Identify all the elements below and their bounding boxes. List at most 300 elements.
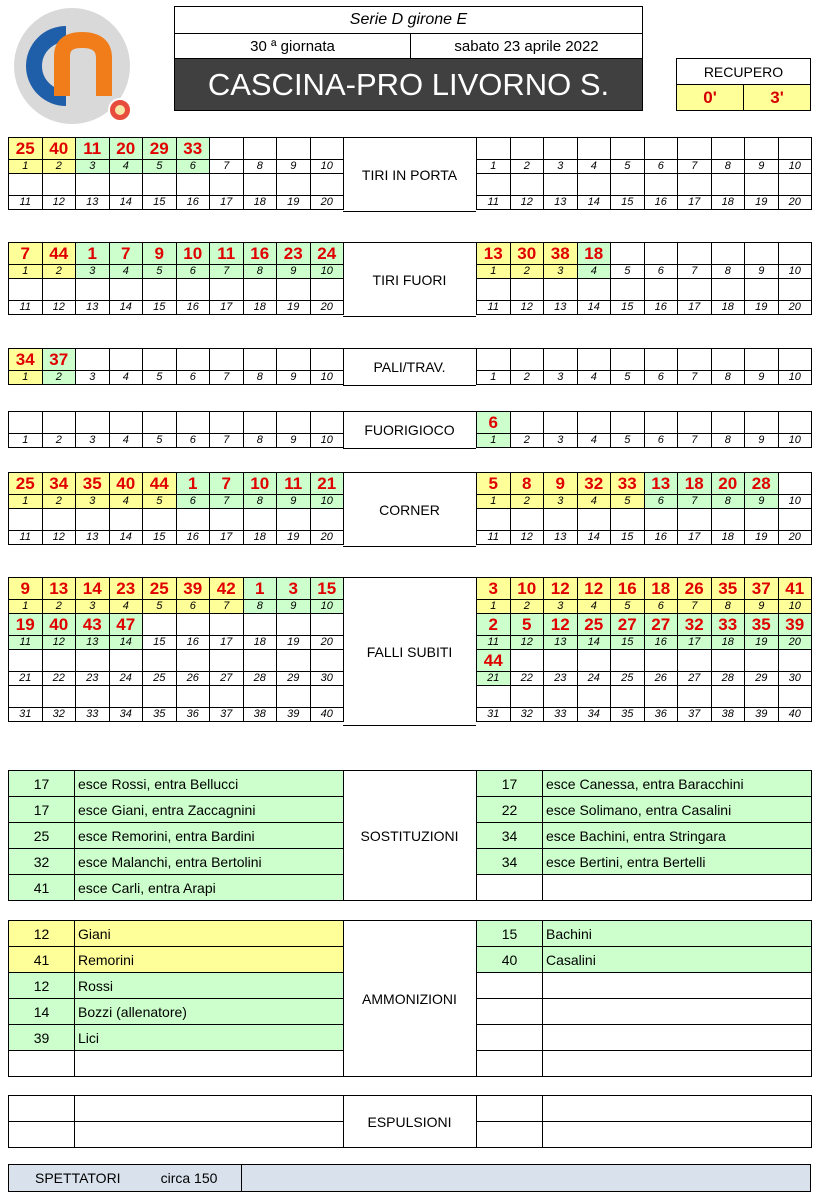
event-minute: 27 xyxy=(645,614,679,636)
event-index: 19 xyxy=(277,301,311,315)
event-minute xyxy=(177,614,211,636)
event-text xyxy=(75,1096,344,1122)
event-index: 1 xyxy=(477,495,511,509)
event-index: 13 xyxy=(544,301,578,315)
event-index: 20 xyxy=(779,636,813,650)
event-index: 13 xyxy=(76,531,110,545)
event-minute xyxy=(9,1051,75,1077)
event-minute xyxy=(43,412,77,434)
event-index: 6 xyxy=(645,495,679,509)
event-index: 30 xyxy=(311,672,345,686)
event-text xyxy=(543,1025,812,1051)
event-index: 7 xyxy=(678,600,712,614)
event-minute xyxy=(645,349,679,371)
event-minute: 20 xyxy=(712,473,746,495)
substitutions-away-list xyxy=(476,770,812,901)
bookings-away-list xyxy=(476,920,812,1077)
event-minute: 13 xyxy=(477,243,511,265)
away-grid xyxy=(476,137,812,210)
spectators-label: SPETTATORI xyxy=(35,1170,121,1186)
event-index: 16 xyxy=(177,636,211,650)
event-index: 2 xyxy=(511,600,545,614)
event-minute xyxy=(477,138,511,160)
event-minute: 21 xyxy=(311,473,345,495)
event-minute xyxy=(544,686,578,708)
event-index: 10 xyxy=(311,434,345,448)
event-index: 9 xyxy=(277,600,311,614)
event-minute: 35 xyxy=(712,578,746,600)
event-minute: 12 xyxy=(544,614,578,636)
event-index: 19 xyxy=(745,636,779,650)
event-text xyxy=(543,1051,812,1077)
event-minute: 34 xyxy=(43,473,77,495)
event-minute xyxy=(645,243,679,265)
event-index: 19 xyxy=(745,301,779,315)
event-index: 18 xyxy=(712,531,746,545)
event-minute xyxy=(678,243,712,265)
event-index: 2 xyxy=(43,265,77,279)
event-minute: 25 xyxy=(9,138,43,160)
event-index: 4 xyxy=(110,265,144,279)
event-minute xyxy=(9,1096,75,1122)
event-text: esce Remorini, entra Bardini xyxy=(75,823,344,849)
event-index: 40 xyxy=(311,708,345,722)
event-index: 31 xyxy=(477,708,511,722)
event-minute: 41 xyxy=(9,875,75,901)
event-index: 1 xyxy=(477,265,511,279)
event-minute: 35 xyxy=(76,473,110,495)
event-minute xyxy=(611,650,645,672)
event-minute: 8 xyxy=(511,473,545,495)
event-minute: 3 xyxy=(277,578,311,600)
event-minute xyxy=(76,279,110,301)
event-minute: 3 xyxy=(477,578,511,600)
stat-label: PALI/TRAV. xyxy=(343,348,476,386)
event-index: 23 xyxy=(76,672,110,686)
event-text: Remorini xyxy=(75,947,344,973)
event-text: esce Giani, entra Zaccagnini xyxy=(75,797,344,823)
event-minute: 44 xyxy=(477,650,511,672)
event-index: 34 xyxy=(110,708,144,722)
event-index: 12 xyxy=(43,636,77,650)
event-minute: 26 xyxy=(678,578,712,600)
event-index: 10 xyxy=(311,600,345,614)
event-minute xyxy=(544,138,578,160)
event-minute xyxy=(177,650,211,672)
home-grid xyxy=(8,242,344,315)
event-minute xyxy=(611,509,645,531)
event-minute xyxy=(779,279,813,301)
event-minute: 40 xyxy=(43,614,77,636)
event-index: 2 xyxy=(43,160,77,174)
event-minute xyxy=(210,650,244,672)
event-minute: 10 xyxy=(177,243,211,265)
event-minute: 27 xyxy=(611,614,645,636)
event-minute xyxy=(177,279,211,301)
event-minute xyxy=(277,509,311,531)
event-index: 15 xyxy=(611,196,645,210)
event-index: 6 xyxy=(177,600,211,614)
event-minute xyxy=(578,279,612,301)
event-index: 19 xyxy=(277,636,311,650)
event-text: esce Solimano, entra Casalini xyxy=(543,797,812,823)
event-minute: 19 xyxy=(9,614,43,636)
event-index: 2 xyxy=(511,434,545,448)
event-index: 17 xyxy=(210,531,244,545)
event-index: 2 xyxy=(511,495,545,509)
home-grid xyxy=(8,472,344,545)
event-minute xyxy=(244,509,278,531)
event-index: 10 xyxy=(779,600,813,614)
event-minute xyxy=(578,509,612,531)
event-minute xyxy=(712,279,746,301)
event-index: 5 xyxy=(143,495,177,509)
list-item xyxy=(9,875,344,901)
event-index: 8 xyxy=(712,600,746,614)
event-minute xyxy=(712,412,746,434)
event-minute xyxy=(311,686,345,708)
list-item xyxy=(477,849,812,875)
event-minute xyxy=(678,412,712,434)
event-index: 1 xyxy=(9,160,43,174)
event-minute: 1 xyxy=(76,243,110,265)
event-index: 5 xyxy=(143,371,177,385)
list-item xyxy=(477,1122,812,1148)
event-minute: 30 xyxy=(511,243,545,265)
event-text xyxy=(543,1122,812,1148)
event-text: esce Bertini, entra Bertelli xyxy=(543,849,812,875)
event-index: 2 xyxy=(511,265,545,279)
event-index: 24 xyxy=(578,672,612,686)
event-index: 19 xyxy=(745,196,779,210)
event-minute xyxy=(678,349,712,371)
event-index: 7 xyxy=(210,371,244,385)
event-minute: 33 xyxy=(712,614,746,636)
event-minute: 41 xyxy=(779,578,813,600)
spectators-value: circa 150 xyxy=(160,1170,218,1186)
event-minute: 7 xyxy=(110,243,144,265)
event-minute xyxy=(311,138,345,160)
event-index: 7 xyxy=(678,265,712,279)
event-text xyxy=(543,973,812,999)
list-item xyxy=(477,947,812,973)
event-index: 18 xyxy=(244,196,278,210)
event-minute xyxy=(477,1051,543,1077)
event-index: 39 xyxy=(277,708,311,722)
event-index: 9 xyxy=(277,265,311,279)
event-text xyxy=(75,1051,344,1077)
event-minute xyxy=(779,243,813,265)
event-index: 17 xyxy=(210,636,244,650)
event-index: 9 xyxy=(277,495,311,509)
event-index: 3 xyxy=(544,600,578,614)
event-index: 26 xyxy=(645,672,679,686)
event-index: 1 xyxy=(477,600,511,614)
event-index: 1 xyxy=(477,371,511,385)
event-index: 13 xyxy=(76,196,110,210)
event-index: 37 xyxy=(678,708,712,722)
event-index: 15 xyxy=(611,531,645,545)
match-date: sabato 23 aprile 2022 xyxy=(410,33,643,59)
event-index: 3 xyxy=(76,495,110,509)
event-minute xyxy=(110,349,144,371)
event-index: 3 xyxy=(76,600,110,614)
event-index: 5 xyxy=(611,434,645,448)
event-minute xyxy=(244,138,278,160)
event-minute xyxy=(511,509,545,531)
event-index: 8 xyxy=(244,371,278,385)
event-minute xyxy=(678,279,712,301)
event-index: 30 xyxy=(779,672,813,686)
event-minute xyxy=(143,279,177,301)
event-index: 31 xyxy=(9,708,43,722)
event-minute xyxy=(578,174,612,196)
event-index: 1 xyxy=(9,495,43,509)
event-minute xyxy=(578,138,612,160)
event-index: 7 xyxy=(678,371,712,385)
event-minute xyxy=(9,650,43,672)
event-minute: 34 xyxy=(477,849,543,875)
event-text xyxy=(543,1096,812,1122)
event-index: 18 xyxy=(712,636,746,650)
event-minute xyxy=(477,1122,543,1148)
event-minute: 14 xyxy=(9,999,75,1025)
event-minute xyxy=(210,614,244,636)
event-minute: 42 xyxy=(210,578,244,600)
event-index: 10 xyxy=(779,265,813,279)
event-minute: 39 xyxy=(779,614,813,636)
event-index: 14 xyxy=(578,301,612,315)
event-minute xyxy=(745,138,779,160)
event-minute xyxy=(678,174,712,196)
event-text: Bozzi (allenatore) xyxy=(75,999,344,1025)
event-minute: 22 xyxy=(477,797,543,823)
event-minute: 43 xyxy=(76,614,110,636)
event-index: 6 xyxy=(177,160,211,174)
event-index: 7 xyxy=(210,160,244,174)
away-grid xyxy=(476,472,812,545)
event-index: 34 xyxy=(578,708,612,722)
event-minute xyxy=(477,875,543,901)
event-minute: 12 xyxy=(9,921,75,947)
event-minute xyxy=(244,279,278,301)
event-minute xyxy=(511,412,545,434)
event-text: esce Carli, entra Arapi xyxy=(75,875,344,901)
event-text: Casalini xyxy=(543,947,812,973)
event-minute: 10 xyxy=(511,578,545,600)
event-minute: 9 xyxy=(544,473,578,495)
event-minute xyxy=(43,686,77,708)
event-minute xyxy=(110,174,144,196)
event-minute: 14 xyxy=(76,578,110,600)
event-minute xyxy=(43,174,77,196)
event-index: 17 xyxy=(210,196,244,210)
bookings-home-list xyxy=(8,920,344,1077)
event-index: 8 xyxy=(712,434,746,448)
event-minute xyxy=(578,349,612,371)
event-minute: 37 xyxy=(43,349,77,371)
event-index: 6 xyxy=(645,160,679,174)
event-index: 17 xyxy=(678,636,712,650)
event-minute: 13 xyxy=(645,473,679,495)
event-minute xyxy=(745,509,779,531)
event-index: 7 xyxy=(210,434,244,448)
event-index: 14 xyxy=(578,531,612,545)
match-title: CASCINA-PRO LIVORNO S. xyxy=(174,58,643,111)
event-minute xyxy=(143,509,177,531)
away-grid xyxy=(476,348,812,385)
event-index: 13 xyxy=(544,196,578,210)
list-item xyxy=(9,1096,344,1122)
event-index: 16 xyxy=(645,636,679,650)
event-minute xyxy=(210,509,244,531)
event-minute xyxy=(477,509,511,531)
list-item xyxy=(9,999,344,1025)
list-item xyxy=(9,771,344,797)
event-index: 19 xyxy=(277,531,311,545)
event-minute: 18 xyxy=(578,243,612,265)
event-minute xyxy=(110,279,144,301)
event-minute: 12 xyxy=(544,578,578,600)
event-index: 9 xyxy=(745,371,779,385)
spectators-bar xyxy=(8,1164,811,1192)
event-minute xyxy=(311,650,345,672)
event-minute: 15 xyxy=(477,921,543,947)
event-index: 32 xyxy=(43,708,77,722)
event-index: 17 xyxy=(678,301,712,315)
event-index: 37 xyxy=(210,708,244,722)
event-minute xyxy=(712,509,746,531)
event-minute xyxy=(177,174,211,196)
event-index: 38 xyxy=(712,708,746,722)
event-minute xyxy=(311,614,345,636)
event-index: 14 xyxy=(110,196,144,210)
event-minute xyxy=(9,1122,75,1148)
event-index: 20 xyxy=(779,196,813,210)
event-index: 2 xyxy=(43,600,77,614)
event-index: 8 xyxy=(244,434,278,448)
event-index: 6 xyxy=(645,265,679,279)
event-minute xyxy=(177,686,211,708)
event-index: 6 xyxy=(177,495,211,509)
series-title: Serie D girone E xyxy=(174,6,643,34)
event-minute: 7 xyxy=(9,243,43,265)
event-index: 14 xyxy=(110,531,144,545)
event-index: 8 xyxy=(244,600,278,614)
event-index: 10 xyxy=(779,160,813,174)
event-index: 15 xyxy=(611,636,645,650)
event-minute: 44 xyxy=(43,243,77,265)
event-index: 13 xyxy=(544,636,578,650)
stat-label: FALLI SUBITI xyxy=(343,577,476,726)
event-minute xyxy=(578,686,612,708)
event-index: 17 xyxy=(210,301,244,315)
event-index: 16 xyxy=(177,531,211,545)
event-index: 3 xyxy=(76,160,110,174)
event-index: 36 xyxy=(177,708,211,722)
event-index: 21 xyxy=(9,672,43,686)
event-minute xyxy=(745,243,779,265)
event-index: 1 xyxy=(9,265,43,279)
event-index: 12 xyxy=(511,531,545,545)
event-minute: 17 xyxy=(9,797,75,823)
event-index: 6 xyxy=(645,600,679,614)
event-index: 4 xyxy=(110,160,144,174)
event-minute xyxy=(712,686,746,708)
event-minute xyxy=(244,686,278,708)
event-minute: 12 xyxy=(578,578,612,600)
event-minute xyxy=(544,279,578,301)
event-index: 5 xyxy=(611,371,645,385)
event-index: 2 xyxy=(43,495,77,509)
event-index: 10 xyxy=(779,371,813,385)
event-index: 3 xyxy=(544,495,578,509)
event-index: 20 xyxy=(311,301,345,315)
event-minute: 23 xyxy=(110,578,144,600)
event-index: 15 xyxy=(143,196,177,210)
event-minute: 20 xyxy=(110,138,144,160)
event-index: 3 xyxy=(76,371,110,385)
event-minute xyxy=(477,686,511,708)
event-minute xyxy=(611,243,645,265)
list-item xyxy=(9,1122,344,1148)
event-minute: 2 xyxy=(477,614,511,636)
event-minute xyxy=(244,174,278,196)
event-minute: 1 xyxy=(244,578,278,600)
event-minute xyxy=(244,412,278,434)
event-minute xyxy=(544,650,578,672)
event-index: 19 xyxy=(277,196,311,210)
event-minute xyxy=(645,686,679,708)
event-index: 7 xyxy=(210,265,244,279)
event-minute: 17 xyxy=(9,771,75,797)
recovery-second-half: 3' xyxy=(743,84,811,111)
event-index: 4 xyxy=(578,434,612,448)
event-index: 15 xyxy=(143,636,177,650)
event-minute xyxy=(779,174,813,196)
event-text: esce Canessa, entra Baracchini xyxy=(543,771,812,797)
event-minute xyxy=(9,412,43,434)
event-index: 2 xyxy=(43,371,77,385)
event-minute xyxy=(277,174,311,196)
expulsions-home-list xyxy=(8,1095,344,1148)
event-minute: 39 xyxy=(9,1025,75,1051)
event-index: 20 xyxy=(779,301,813,315)
event-minute: 41 xyxy=(9,947,75,973)
event-index: 5 xyxy=(143,600,177,614)
event-index: 9 xyxy=(277,434,311,448)
list-item xyxy=(477,797,812,823)
list-item xyxy=(477,999,812,1025)
event-minute: 16 xyxy=(244,243,278,265)
event-minute xyxy=(76,650,110,672)
away-grid xyxy=(476,577,812,722)
event-index: 7 xyxy=(210,495,244,509)
event-index: 18 xyxy=(244,636,278,650)
event-minute xyxy=(578,650,612,672)
event-index: 9 xyxy=(745,434,779,448)
event-minute xyxy=(210,174,244,196)
event-minute xyxy=(611,349,645,371)
event-index: 1 xyxy=(9,371,43,385)
event-minute xyxy=(745,279,779,301)
event-minute xyxy=(511,174,545,196)
event-index: 40 xyxy=(779,708,813,722)
event-index: 16 xyxy=(645,196,679,210)
stat-label: TIRI IN PORTA xyxy=(343,137,476,212)
event-text: Rossi xyxy=(75,973,344,999)
event-index: 22 xyxy=(43,672,77,686)
